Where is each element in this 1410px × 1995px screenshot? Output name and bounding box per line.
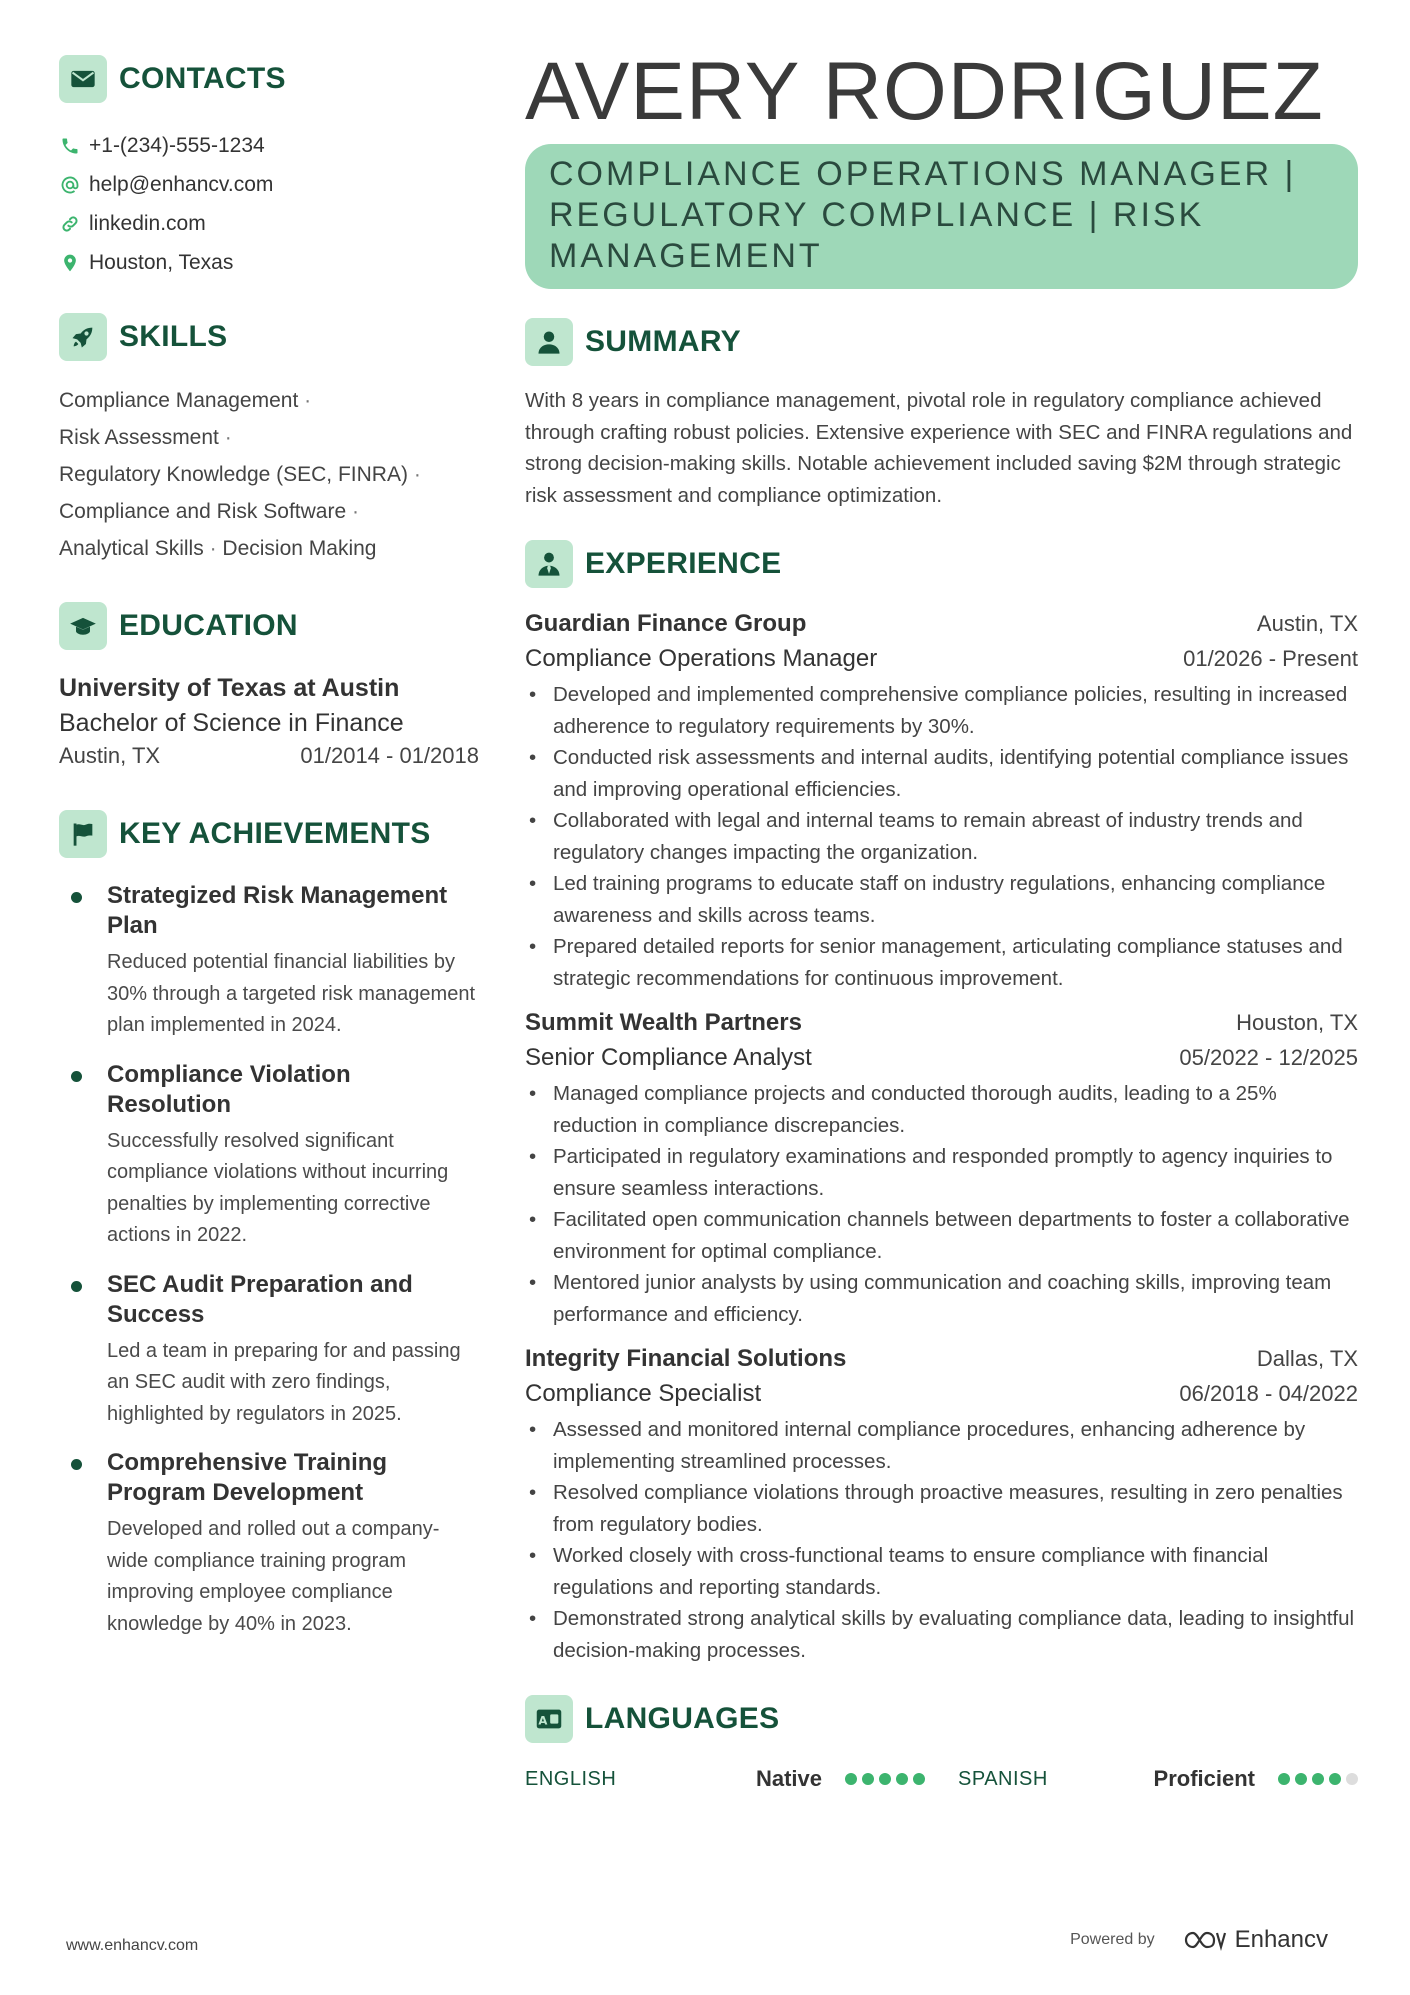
- achievement-title: Strategized Risk Management Plan: [107, 882, 448, 939]
- summary-header: [525, 317, 1358, 367]
- job-bullet: • Collaborated with legal and internal teams to remain abreast of industry trends and regulatory changes impacting the organization.: [525, 805, 1358, 868]
- education-school: University of Texas at Austin: [59, 674, 400, 702]
- job-bullets: [525, 1414, 1358, 1666]
- job-bullet: • Assessed and monitored internal compliance procedures, enhancing adherence by implementing streamlined processes.: [525, 1414, 1358, 1477]
- achievement-item: [59, 1448, 479, 1640]
- linkedin-text[interactable]: linkedin.com: [89, 211, 206, 235]
- proficiency-dots: [1273, 1773, 1358, 1785]
- bullet-dot: [71, 1071, 82, 1082]
- job-bullet: • Developed and implemented comprehensive compliance policies, resulting in increased adherence to regulatory requirements by 30%.: [525, 679, 1358, 742]
- job-entry: [525, 607, 1358, 994]
- skills-header: [59, 312, 479, 362]
- language-name: SPANISH: [958, 1767, 1048, 1790]
- job-subheader: [525, 1376, 1358, 1412]
- enhancv-logo-icon: [1183, 1928, 1229, 1952]
- candidate-name: AVERY RODRIGUEZ: [525, 46, 1324, 137]
- dot-filled: [913, 1773, 925, 1785]
- achievements-title: KEY ACHIEVEMENTS: [119, 817, 431, 850]
- job-bullet: • Resolved compliance violations through proactive measures, resulting in zero penalties from regulatory bodies.: [525, 1477, 1358, 1540]
- achievement-title: Compliance Violation Resolution: [107, 1060, 351, 1118]
- contact-list: [59, 126, 479, 282]
- job-entry: [525, 1006, 1358, 1330]
- flag-icon: [59, 810, 107, 858]
- dot-filled: [1312, 1773, 1324, 1785]
- job-header: [525, 1342, 1358, 1376]
- experience-header: [525, 539, 1358, 589]
- skill-item: Compliance and Risk Software: [59, 500, 347, 523]
- skills-title: SKILLS: [119, 320, 228, 353]
- achievement-item: [59, 881, 479, 1042]
- job-role: Senior Compliance Analyst: [525, 1044, 812, 1071]
- language-level-group: [756, 1766, 925, 1792]
- map-pin-icon: [59, 252, 81, 274]
- proficiency-dots: [840, 1773, 925, 1785]
- job-location: Austin, TX: [1256, 611, 1358, 636]
- footer-url[interactable]: www.enhancv.com: [66, 1937, 199, 1954]
- envelope-icon: [59, 55, 107, 103]
- headline-banner: [525, 144, 1358, 289]
- skill-line: Risk Assessment ·: [59, 426, 232, 449]
- bullet-dot: [71, 892, 82, 903]
- language-item: [525, 1766, 925, 1792]
- job-location: Dallas, TX: [1256, 1346, 1358, 1371]
- dot-filled: [862, 1773, 874, 1785]
- achievement-desc: Developed and rolled out a company-wide compliance training program improving employee compliance knowledge by 40% in 2023.: [107, 1518, 440, 1635]
- contacts-header: [59, 54, 479, 104]
- job-dates: 01/2026 - Present: [1183, 646, 1358, 671]
- skill-line: Compliance and Risk Software ·: [59, 500, 359, 523]
- svg-text:A: A: [538, 1713, 548, 1728]
- job-subheader: [525, 1040, 1358, 1076]
- email-text[interactable]: help@enhancv.com: [89, 172, 274, 196]
- education-dates: 01/2014 - 01/2018: [300, 743, 479, 768]
- job-company: Guardian Finance Group: [525, 610, 807, 637]
- job-bullet: • Demonstrated strong analytical skills by evaluating compliance data, leading to insightful decision-making processes.: [525, 1603, 1358, 1666]
- job-company: Summit Wealth Partners: [525, 1009, 802, 1036]
- language-name: ENGLISH: [525, 1767, 617, 1790]
- brand-logo[interactable]: [1183, 1926, 1328, 1954]
- phone-text[interactable]: +1-(234)-555-1234: [89, 133, 265, 157]
- languages-header: [525, 1694, 1358, 1744]
- user-icon: [525, 318, 573, 366]
- achievements-header: [59, 809, 479, 859]
- skill-line: Compliance Management ·: [59, 389, 312, 412]
- contact-linkedin: [59, 204, 479, 243]
- job-bullet: • Led training programs to educate staff on industry regulations, enhancing compliance awareness and skills across teams.: [525, 868, 1358, 931]
- language-level: Proficient: [1153, 1766, 1255, 1791]
- achievement-item: [59, 1270, 479, 1431]
- dot-filled: [1295, 1773, 1307, 1785]
- experience-title: EXPERIENCE: [585, 547, 782, 580]
- job-header: [525, 607, 1358, 641]
- skill-item: Regulatory Knowledge (SEC, FINRA): [59, 463, 408, 486]
- achievement-desc: Successfully resolved significant compliance violations without incurring penalties by implementing corrective actions in 2022.: [107, 1129, 449, 1246]
- link-icon: [59, 213, 81, 235]
- education-title: EDUCATION: [119, 609, 298, 642]
- contact-phone: [59, 126, 479, 165]
- education-degree: Bachelor of Science in Finance: [59, 709, 404, 737]
- job-role: Compliance Operations Manager: [525, 645, 878, 672]
- job-role: Compliance Specialist: [525, 1380, 762, 1407]
- job-bullets: [525, 679, 1358, 994]
- job-bullet: • Conducted risk assessments and internal audits, identifying potential compliance issues and improving operational efficiencies.: [525, 742, 1358, 805]
- skill-item: Decision Making: [222, 537, 377, 560]
- language-level-group: [1154, 1766, 1358, 1792]
- location-text: Houston, Texas: [89, 250, 234, 274]
- job-location: Houston, TX: [1236, 1010, 1358, 1035]
- bullet-dot: [71, 1281, 82, 1292]
- job-bullet: • Participated in regulatory examinations and responded promptly to agency inquiries to ensure seamless interactions.: [525, 1141, 1358, 1204]
- achievement-desc: Led a team in preparing for and passing an SEC audit with zero findings, highlighted by regulators in 2025.: [107, 1339, 461, 1425]
- dot-filled: [879, 1773, 891, 1785]
- achievement-title: Comprehensive Training Program Development: [107, 1449, 388, 1506]
- skills-list: [59, 382, 479, 567]
- job-entry: [525, 1342, 1358, 1666]
- job-bullet: • Managed compliance projects and conducted thorough audits, leading to a 25% reduction in compliance discrepancies.: [525, 1078, 1358, 1141]
- dot-filled: [1278, 1773, 1290, 1785]
- graduation-cap-icon: [59, 602, 107, 650]
- left-column: [59, 54, 479, 1658]
- user-tie-icon: [525, 540, 573, 588]
- job-bullet: • Facilitated open communication channels between departments to foster a collaborative environment for optimal compliance.: [525, 1204, 1358, 1267]
- languages-list: [525, 1766, 1358, 1792]
- job-bullet: • Worked closely with cross-functional teams to ensure compliance with financial regulations and reporting standards.: [525, 1540, 1358, 1603]
- skill-item: Risk Assessment: [59, 426, 219, 449]
- skill-item: Analytical Skills: [59, 537, 204, 560]
- headline-text: COMPLIANCE OPERATIONS MANAGER | REGULATORY COMPLIANCE | RISK MANAGEMENT: [549, 155, 1297, 275]
- rocket-icon: [59, 313, 107, 361]
- job-bullets: [525, 1078, 1358, 1330]
- summary-title: SUMMARY: [585, 325, 741, 358]
- dot-empty: [1346, 1773, 1358, 1785]
- education-location: Austin, TX: [59, 743, 161, 768]
- powered-by-label: Powered by: [1070, 1931, 1155, 1948]
- achievement-title: SEC Audit Preparation and Success: [107, 1270, 413, 1328]
- bullet-dot: [71, 1459, 82, 1470]
- language-icon: [525, 1695, 573, 1743]
- job-dates: 06/2018 - 04/2022: [1179, 1381, 1358, 1406]
- brand-name: Enhancv: [1234, 1926, 1328, 1953]
- education-meta: [59, 741, 479, 771]
- phone-icon: [59, 135, 81, 157]
- skill-line: Regulatory Knowledge (SEC, FINRA) ·: [59, 463, 421, 486]
- language-level: Native: [755, 1766, 822, 1791]
- dot-filled: [896, 1773, 908, 1785]
- contacts-title: CONTACTS: [119, 62, 286, 95]
- achievement-desc: Reduced potential financial liabilities by 30% through a targeted risk management plan implemented in 2024.: [107, 951, 475, 1036]
- job-bullet: • Mentored junior analysts by using communication and coaching skills, improving team performance and efficiency.: [525, 1267, 1358, 1330]
- at-sign-icon: [59, 174, 81, 196]
- skill-line: Analytical Skills · Decision Making: [59, 537, 377, 560]
- achievement-item: [59, 1060, 479, 1252]
- skill-item: Compliance Management: [59, 389, 299, 412]
- right-column: [525, 44, 1358, 1792]
- contact-email: [59, 165, 479, 204]
- education-header: [59, 601, 479, 651]
- job-bullet: • Prepared detailed reports for senior management, articulating compliance statuses and strategic recommendations for continuous improvement.: [525, 931, 1358, 994]
- job-dates: 05/2022 - 12/2025: [1179, 1045, 1358, 1070]
- footer-powered: [1070, 1926, 1328, 1954]
- language-item: [958, 1766, 1358, 1792]
- dot-filled: [845, 1773, 857, 1785]
- job-company: Integrity Financial Solutions: [525, 1345, 847, 1372]
- dot-filled: [1329, 1773, 1341, 1785]
- contact-location: [59, 243, 479, 282]
- languages-title: LANGUAGES: [585, 1702, 780, 1735]
- job-header: [525, 1006, 1358, 1040]
- summary-text: With 8 years in compliance management, pivotal role in regulatory compliance achieved through crafting robust policies. Extensive experience with SEC and FINRA regulations and strong decision-making skills. Notable achievement included saving $2M through strategic risk assessment and compliance optimization.: [525, 389, 1353, 507]
- job-subheader: [525, 641, 1358, 677]
